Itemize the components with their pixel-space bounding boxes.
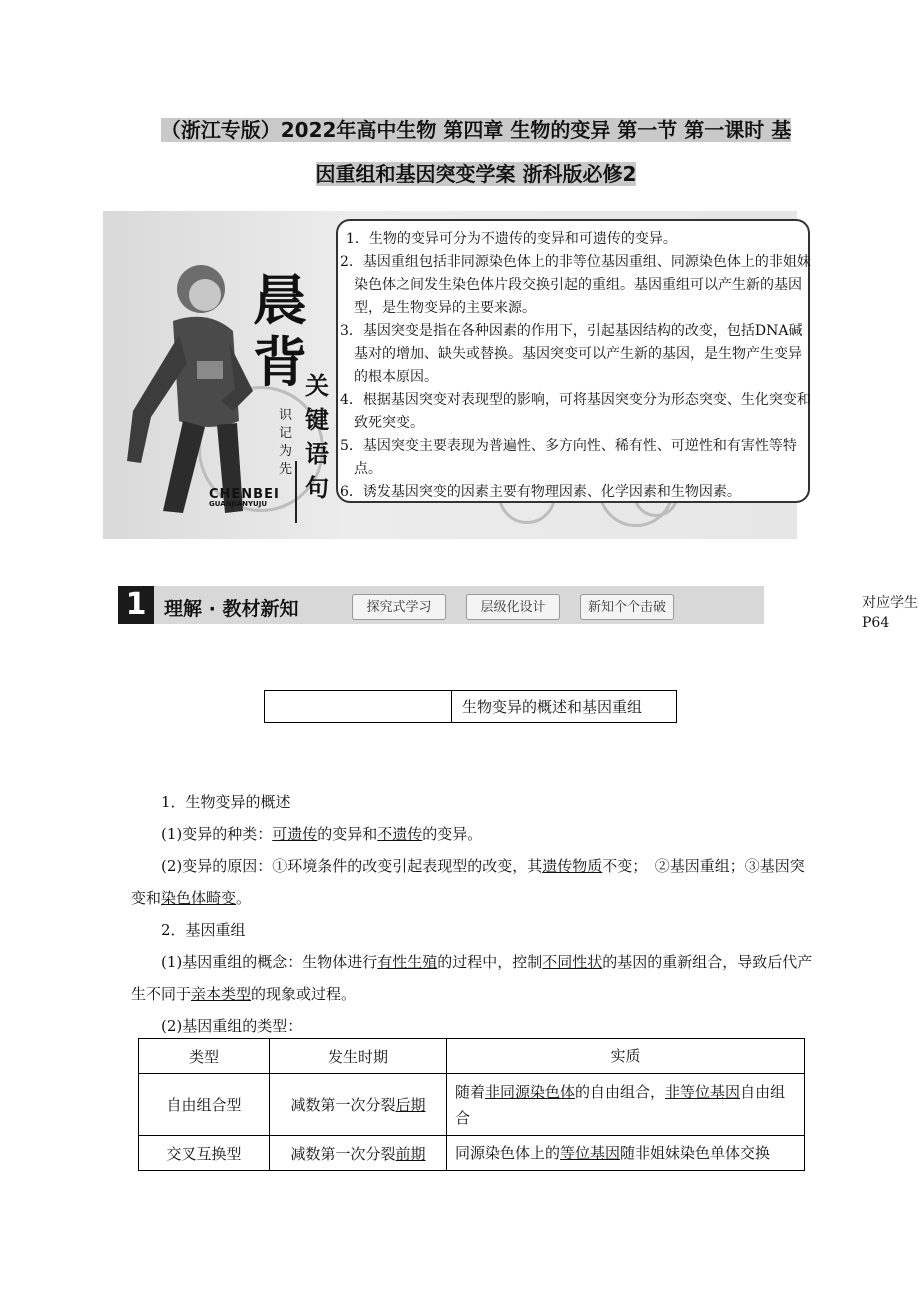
text: (2)变异的原因：①环境条件的改变引起表现型的改变，其 [161,857,543,875]
topic-table [264,690,677,723]
text: 的变异。 [422,825,483,843]
topic-title-cell: 生物变异的概述和基因重组 [452,691,677,723]
title-line-1: （浙江专版）2022年高中生物 第四章 生物的变异 第一节 第一课时 基 [160,118,792,142]
chen-character: 晨 [253,269,307,332]
cell-period [270,1074,447,1136]
blank-answer: 非同源染色体 [485,1082,576,1101]
table-row [139,1074,805,1136]
recombination-types-table [138,1038,805,1171]
blank-answer: 非等位基因 [665,1082,741,1101]
key-sentences-list [340,228,812,504]
text: 随着 [455,1082,486,1101]
blank-answer: 不同性状 [542,953,603,971]
runner-photo [113,251,263,521]
paragraph-recombination-concept [131,946,813,1010]
text: 自由组合 [455,1082,786,1127]
heading-gene-recombination: 2．基因重组 [161,921,246,939]
blank-answer: 等位基因 [560,1144,621,1162]
content-block [131,786,813,1042]
tab-inquiry-learning[interactable]: 探究式学习 [352,594,446,620]
bei-character: 背 [253,331,307,394]
key-sentence-vertical: 关键语句 [305,372,329,502]
cell-type: 自由组合型 [139,1074,270,1136]
banner-divider [295,461,297,523]
header-essence: 实质 [447,1039,805,1074]
document-title [130,108,822,196]
blank-answer: 染色体畸变 [161,889,237,907]
text: 的基因的重新组合，导致后代产生不同于 [131,953,813,1003]
key-sentence-item: 3．基因突变是指在各种因素的作用下，引起基因结构的改变，包括DNA碱基对的增加、缺失或替换。基因突变可以产生新的基因，是生物产生变异的根本原因。 [340,323,803,385]
brand-guanjianyuju: GUANJIANYUJU [209,500,268,508]
text: (1)变异的种类： [161,825,273,843]
side-note-line-1: 对应学生 [862,595,918,611]
blank-answer: 有性生殖 [377,953,438,971]
text: 同源染色体上的 [455,1144,561,1162]
tab-tiered-design[interactable]: 层级化设计 [466,594,560,620]
key-sentence-item: 5．基因突变主要表现为普遍性、多方向性、稀有性、可逆性和有害性等特点。 [340,438,797,477]
side-note [862,593,918,633]
cell-essence [447,1136,805,1171]
title-line-2: 因重组和基因突变学案 浙科版必修2 [315,162,637,186]
blank-answer: 后期 [395,1096,426,1114]
brand-chenbei: CHENBEI [209,487,280,502]
cell-period [270,1136,447,1171]
key-sentence-item: 6．诱发基因突变的因素主要有物理因素、化学因素和生物因素。 [340,484,741,500]
key-sentence-item: 1．生物的变异可分为不遗传的变异和可遗传的变异。 [346,231,677,247]
section-title: 理解 · 教材新知 [164,598,299,620]
text: 的变异和 [317,825,378,843]
table-header-row [139,1039,805,1074]
text: 随非姐妹染色单体交换 [620,1144,771,1162]
text: 的过程中，控制 [437,953,543,971]
blank-answer: 亲本类型 [191,985,252,1003]
cell-essence [447,1074,805,1136]
text: 减数第一次分裂 [290,1096,396,1114]
paragraph-variation-types [131,818,813,850]
header-period: 发生时期 [270,1039,447,1074]
text: 。 [236,889,252,907]
key-sentence-item: 2．基因重组包括非同源染色体上的非等位基因重组、同源染色体上的非姐妹染色体之间发生染色体片段交换引起的重组。基因重组可以产生新的基因型，是生物变异的主要来源。 [340,254,811,316]
text: 的自由组合， [575,1082,666,1101]
tab-new-knowledge[interactable]: 新知个个击破 [580,594,674,620]
paragraph-recombination-types: (2)基因重组的类型： [161,1017,303,1035]
text: 不变； ②基因重组；③基因突变和 [131,857,805,907]
blank-answer: 前期 [395,1144,426,1163]
text: 的现象或过程。 [251,985,357,1003]
side-note-line-2: P64 [862,615,890,631]
blank-answer: 可遗传 [272,825,318,843]
section-number: 1 [118,586,154,624]
key-sentence-item: 4．根据基因突变对表现型的影响，可将基因突变分为形态突变、生化突变和致死突变。 [340,392,811,431]
memorize-vertical: 识记为先 [279,408,293,477]
header-type: 类型 [139,1039,270,1074]
cell-type: 交叉互换型 [139,1136,270,1171]
blank-answer: 遗传物质 [542,857,603,875]
table-row [139,1136,805,1171]
text: 减数第一次分裂 [290,1144,396,1163]
blank-answer: 不遗传 [377,825,423,843]
heading-variation-overview: 1．生物变异的概述 [161,793,291,811]
banner-brand [209,487,280,508]
paragraph-variation-causes [131,850,813,914]
topic-empty-cell [265,691,452,723]
text: (1)基因重组的概念：生物体进行 [161,953,378,971]
